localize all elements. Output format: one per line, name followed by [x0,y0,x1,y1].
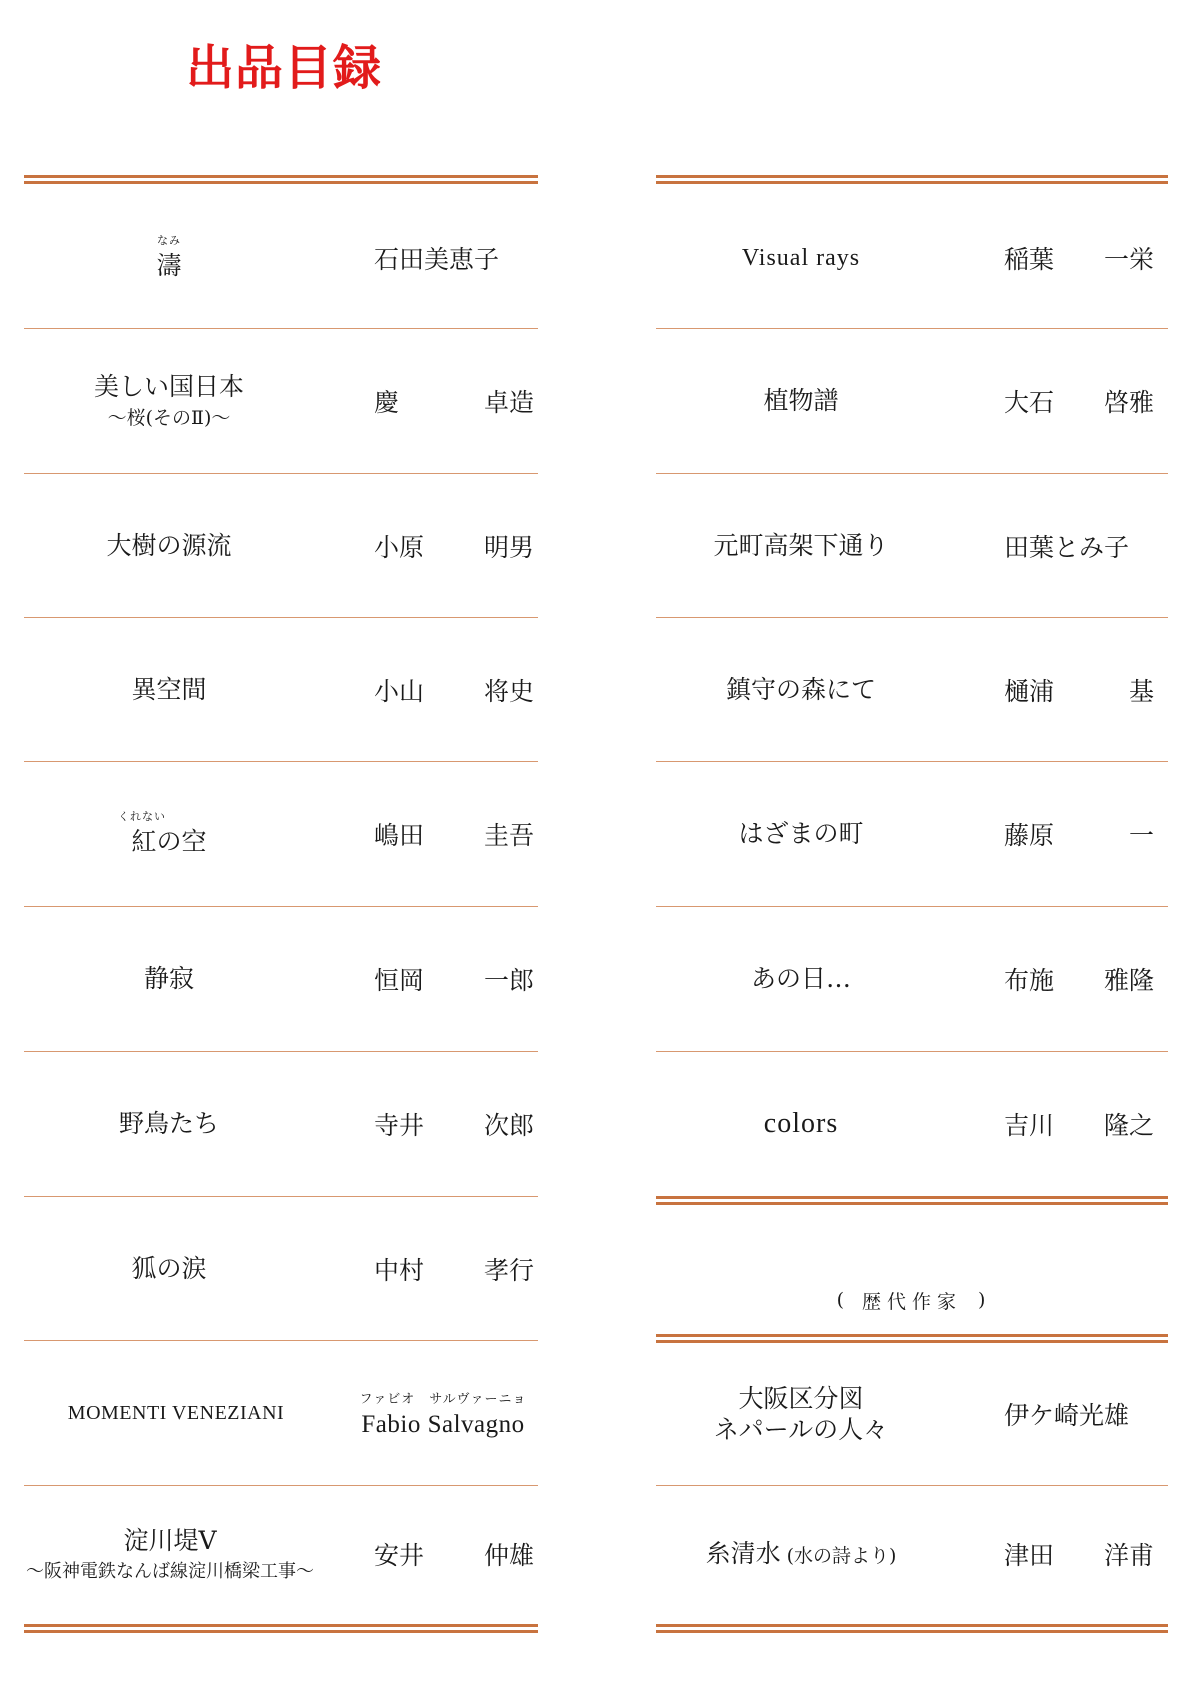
artist-name: 田葉とみ子 [1004,532,1130,562]
double-rule [24,1624,538,1633]
catalog-entry [656,618,1168,761]
artist-name: 寺井 次郎 [374,1111,534,1140]
artist-cell [374,618,534,761]
artist-cell [1004,474,1154,617]
artwork-title-cell [20,1486,320,1622]
double-rule [656,175,1168,184]
artwork-title-cell [656,1486,946,1622]
artwork-title-cell [24,1052,314,1196]
catalog-entry [656,1343,1168,1485]
double-rule [656,1334,1168,1343]
artwork-title: 淀川堤Ⅴ [123,1525,217,1555]
artwork-title: 元町高架下通り [713,530,889,560]
artwork-title: 紅の空 [131,826,207,856]
catalog-entry [24,907,538,1051]
artwork-title-cell [24,907,314,1051]
artist-name: 樋浦 基 [1004,676,1154,706]
artwork-title-line-2: ネパールの人々 [713,1415,889,1444]
artist-name: 津田 洋甫 [1004,1541,1154,1570]
artwork-title: はざまの町 [738,819,864,849]
artist-cell [1004,1052,1154,1196]
artwork-title: 鎮守の森にて [725,674,876,704]
catalog-entry [24,474,538,617]
catalog-entry [24,1341,538,1485]
double-rule [656,1624,1168,1633]
catalog-entry [24,1486,538,1622]
artist-name: 伊ケ崎光雄 [1004,1401,1130,1430]
artist-cell [1004,1343,1154,1485]
artist-name: 石田美恵子 [374,245,500,274]
artwork-title-cell [656,907,946,1051]
artwork-title: 野鳥たち [118,1109,219,1139]
artwork-title: あの日… [750,964,851,994]
artist-cell [1004,188,1154,328]
artwork-title-cell [16,1341,336,1485]
artwork-title: 糸清水 [705,1539,781,1569]
artist-cell [374,1197,534,1340]
artwork-title-cell [24,1197,314,1340]
section-heading: ( 歴代作家 ) [656,1285,1168,1315]
artwork-title-cell [656,1052,946,1196]
artist-cell [374,762,534,906]
artist-name: 小原 明男 [374,532,534,562]
artist-name: 稲葉 一栄 [1004,245,1154,274]
artwork-title: 濤 [156,250,182,280]
artist-cell [374,1052,534,1196]
artwork-note: (水の詩より) [786,1544,897,1567]
artwork-title-cell [656,618,946,761]
artist-ruby: ファビオ サルヴァーニョ [359,1391,527,1407]
artwork-title-cell [24,329,314,473]
artwork-title-cell [24,762,314,906]
artwork-title-cell [24,618,314,761]
artist-name: Fabio Salvagno [361,1410,525,1438]
artist-name: 中村 孝行 [374,1255,534,1285]
artwork-title: MOMENTI VENEZIANI [67,1401,285,1424]
artwork-title-cell [656,762,946,906]
artwork-subtitle: ～阪神電鉄なんば線淀川橋梁工事～ [26,1560,314,1582]
artist-cell [374,1486,534,1622]
artwork-title: Visual rays [741,244,861,271]
artwork-title-cell [656,329,946,473]
artist-name: 安井 仲雄 [374,1541,534,1570]
artist-cell [374,188,534,328]
catalog-entry [24,762,538,906]
artwork-title: 大樹の源流 [106,530,232,560]
artwork-title-cell [24,188,314,328]
artist-cell [1004,907,1154,1051]
catalog-entry [656,329,1168,473]
artwork-title-line-1: 大阪区分図 [738,1383,864,1413]
artist-name: 小山 将史 [374,676,534,706]
page-title: 出品目録 [186,40,383,96]
artwork-title-cell [656,188,946,328]
title-ruby: くれない [118,809,166,823]
catalog-entry [656,1052,1168,1196]
artist-cell [348,1341,538,1485]
artist-cell [1004,1486,1154,1622]
artwork-title: 狐の涙 [131,1253,207,1283]
catalog-entry [656,1486,1168,1622]
artwork-title-cell [656,1343,946,1485]
artist-name: 慶 卓造 [374,388,534,417]
artist-name: 嶋田 圭吾 [374,821,534,850]
catalog-entry [656,474,1168,617]
double-rule [656,1196,1168,1205]
section-heading-text: 歴代作家 [861,1290,962,1313]
catalog-entry [656,188,1168,328]
title-ruby: なみ [157,233,181,247]
catalog-entry [24,618,538,761]
catalog-entry [24,188,538,328]
catalog-entry [24,1197,538,1340]
artist-cell [1004,329,1154,473]
artist-name: 大石 啓雅 [1004,388,1154,417]
catalog-entry [24,1052,538,1196]
artist-cell [374,474,534,617]
artist-name: 布施 雅隆 [1004,966,1154,995]
catalog-entry [656,907,1168,1051]
artist-cell [1004,618,1154,761]
artist-cell [374,907,534,1051]
artist-cell [1004,762,1154,906]
artist-name: 藤原 一 [1004,821,1154,850]
artwork-title-cell [24,474,314,617]
artwork-title: colors [763,1108,839,1139]
double-rule [24,175,538,184]
artist-cell [374,329,534,473]
artwork-title: 異空間 [131,674,207,704]
artist-name: 吉川 隆之 [1004,1111,1154,1140]
artwork-title: 静寂 [143,964,194,994]
artist-name: 恒岡 一郎 [374,966,534,995]
artwork-title-cell [656,474,946,617]
artwork-title: 美しい国日本 [93,372,244,402]
catalog-entry [656,762,1168,906]
catalog-entry [24,329,538,473]
artwork-subtitle: ～桜(そのⅡ)～ [107,407,231,430]
artwork-title: 植物譜 [763,386,839,416]
